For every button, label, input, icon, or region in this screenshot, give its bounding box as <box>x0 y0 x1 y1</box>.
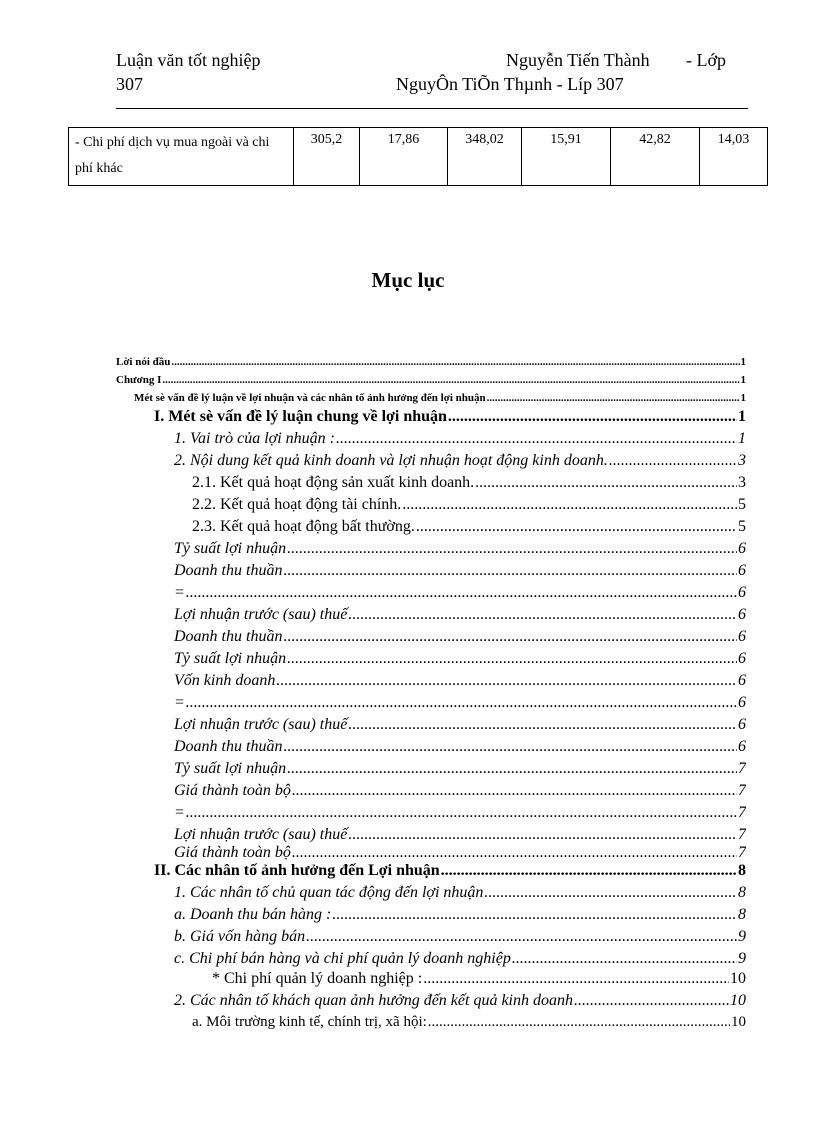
toc-entry-page: 7 <box>738 782 746 799</box>
toc-entry <box>116 356 746 368</box>
toc-entry <box>174 826 746 844</box>
toc-entry <box>174 650 746 668</box>
toc-entry-page: 7 <box>738 804 746 821</box>
toc-entry <box>174 906 746 924</box>
toc-entry-text: 2.2. Kết quả hoạt động tài chính. <box>192 496 402 513</box>
header-left-line1: Luận văn tốt nghiệp <box>116 50 261 70</box>
toc-entry <box>174 844 746 862</box>
toc-entry <box>192 496 746 514</box>
toc-entry-page: 8 <box>738 906 746 923</box>
toc-entry-text: Lời nói đầu <box>116 356 171 368</box>
header-left-line2: 307 <box>116 74 143 94</box>
table-cell: 15,91 <box>522 128 611 186</box>
toc-entry-text: I. Mét sè vấn đề lý luận chung về lợi nhuận <box>154 408 447 425</box>
toc-entry-page: 6 <box>738 738 746 755</box>
cost-table <box>68 127 768 186</box>
header-class: - Lớp <box>685 50 726 70</box>
toc-entry-page: 1 <box>740 356 746 368</box>
toc-entry-page: 6 <box>738 694 746 711</box>
table-cell: 42,82 <box>611 128 700 186</box>
toc-entry-page: 6 <box>738 650 746 667</box>
toc-entry-text: Giá thành toàn bộ <box>174 782 291 799</box>
toc-entry <box>174 694 746 712</box>
header-author-legacy: NguyÔn TiÕn Thµnh - Líp 307 <box>396 74 624 94</box>
toc-title: Mục lục <box>371 268 445 292</box>
table-cell: 305,2 <box>294 128 360 186</box>
toc-entry-text: * Chi phí quản lý doanh nghiệp : <box>212 970 423 987</box>
toc-entry-text: = <box>174 584 185 601</box>
toc-entry-text: = <box>174 694 185 711</box>
toc-entry-page: 6 <box>738 540 746 557</box>
toc-entry-page: 7 <box>738 826 746 843</box>
toc-entry <box>174 804 746 822</box>
header-rule <box>116 108 748 109</box>
toc-entry-text: a. Môi trường kinh tế, chính trị, xã hội: <box>192 1014 427 1030</box>
toc-entry-text: 1. Vai trò của lợi nhuận : <box>174 430 335 447</box>
toc-entry-text: Mét sè vấn đề lý luận về lợi nhuận và các nhân tố ảnh hưởng đến lợi nhuận <box>134 392 486 404</box>
table-cell: 348,02 <box>448 128 522 186</box>
toc-entry-text: Doanh thu thuần <box>174 628 283 645</box>
toc-entry-text: Tỷ suất lợi nhuận <box>174 760 287 777</box>
toc-entry-page: 3 <box>738 452 746 469</box>
toc-entry-text: 2.1. Kết quả hoạt động sản xuất kinh doanh. <box>192 474 475 491</box>
toc-entry-page: 7 <box>738 760 746 777</box>
toc-entry-page: 3 <box>738 474 746 491</box>
table-row <box>69 128 768 186</box>
toc-entry-page: 7 <box>738 844 746 861</box>
row-label: - Chi phí dịch vụ mua ngoài và chi phí khác <box>69 128 294 186</box>
toc-entry-text: 2. Nội dung kết quả kinh doanh và lợi nhuận hoạt động kinh doanh. <box>174 452 608 469</box>
toc-entry-text: Tỷ suất lợi nhuận <box>174 540 287 557</box>
toc-entry <box>154 862 746 880</box>
toc-entry-text: Chương I <box>116 374 162 386</box>
toc-entry-page: 10 <box>731 1014 746 1030</box>
toc-entry-text: II. Các nhân tố ảnh hưởng đến Lợi nhuận <box>154 862 440 879</box>
toc-entry-page: 10 <box>730 992 746 1009</box>
toc-entry-text: Tỷ suất lợi nhuận <box>174 650 287 667</box>
toc-entry-page: 10 <box>730 970 746 987</box>
toc-entry <box>116 374 746 386</box>
toc-entry-page: 8 <box>738 862 746 879</box>
toc-entry-page: 6 <box>738 672 746 689</box>
toc-entry-page: 1 <box>740 374 746 386</box>
header-author: Nguyễn Tiến Thành <box>506 50 650 70</box>
toc-entry <box>174 716 746 734</box>
toc-entry <box>212 970 746 988</box>
toc-entry-page: 9 <box>738 950 746 967</box>
toc-entry <box>174 738 746 756</box>
toc-entry <box>174 782 746 800</box>
toc-entry-text: c. Chi phí bán hàng và chi phí quản lý doanh nghiệp <box>174 950 511 967</box>
toc-entry-page: 8 <box>738 884 746 901</box>
toc-entry-page: 1 <box>738 408 746 425</box>
toc-entry <box>174 884 746 902</box>
toc-entry <box>174 760 746 778</box>
toc-entry-page: 1 <box>740 392 746 404</box>
table-cell: 14,03 <box>700 128 768 186</box>
toc-entry-text: 2.3. Kết quả hoạt động bất thường. <box>192 518 415 535</box>
toc-entry-text: = <box>174 804 185 821</box>
toc-entry-text: a. Doanh thu bán hàng : <box>174 906 332 923</box>
toc-entry-page: 6 <box>738 584 746 601</box>
page-header <box>116 50 726 98</box>
toc-entry-page: 5 <box>738 496 746 513</box>
toc-entry <box>174 540 746 558</box>
toc-entry <box>174 672 746 690</box>
toc-entry-page: 6 <box>738 716 746 733</box>
toc-entry-text: Doanh thu thuần <box>174 738 283 755</box>
toc-entry <box>174 606 746 624</box>
toc-entry <box>192 518 746 536</box>
toc-entry <box>174 562 746 580</box>
toc-entry <box>174 430 746 448</box>
toc-entry-text: Vốn kinh doanh <box>174 672 276 689</box>
toc-entry-page: 1 <box>738 430 746 447</box>
toc-entry-text: Lợi nhuận trước (sau) thuế <box>174 606 348 623</box>
toc-entry <box>134 392 746 404</box>
toc-entry <box>174 928 746 946</box>
toc-entry-text: Doanh thu thuần <box>174 562 283 579</box>
toc-entry-text: Giá thành toàn bộ <box>174 844 291 861</box>
toc-entry <box>192 1014 746 1031</box>
toc-entry-text: Lợi nhuận trước (sau) thuế <box>174 716 348 733</box>
toc-entry-page: 6 <box>738 606 746 623</box>
toc-entry-page: 5 <box>738 518 746 535</box>
toc-entry-page: 9 <box>738 928 746 945</box>
toc-entry <box>174 452 746 470</box>
toc-entry <box>174 584 746 602</box>
toc-entry-page: 6 <box>738 628 746 645</box>
toc-entry <box>192 474 746 492</box>
toc-entry <box>174 992 746 1010</box>
toc-entry-page: 6 <box>738 562 746 579</box>
toc-entry-text: Lợi nhuận trước (sau) thuế <box>174 826 348 843</box>
toc-entry-text: 1. Các nhân tố chủ quan tác động đến lợi nhuận <box>174 884 484 901</box>
toc-entry <box>154 408 746 426</box>
toc-entry <box>174 628 746 646</box>
toc-entry <box>174 950 746 968</box>
toc-entry-text: 2. Các nhân tố khách quan ảnh hưởng đến kết quả kinh doanh <box>174 992 573 1009</box>
toc-entry-text: b. Giá vốn hàng bán <box>174 928 306 945</box>
table-cell: 17,86 <box>360 128 448 186</box>
